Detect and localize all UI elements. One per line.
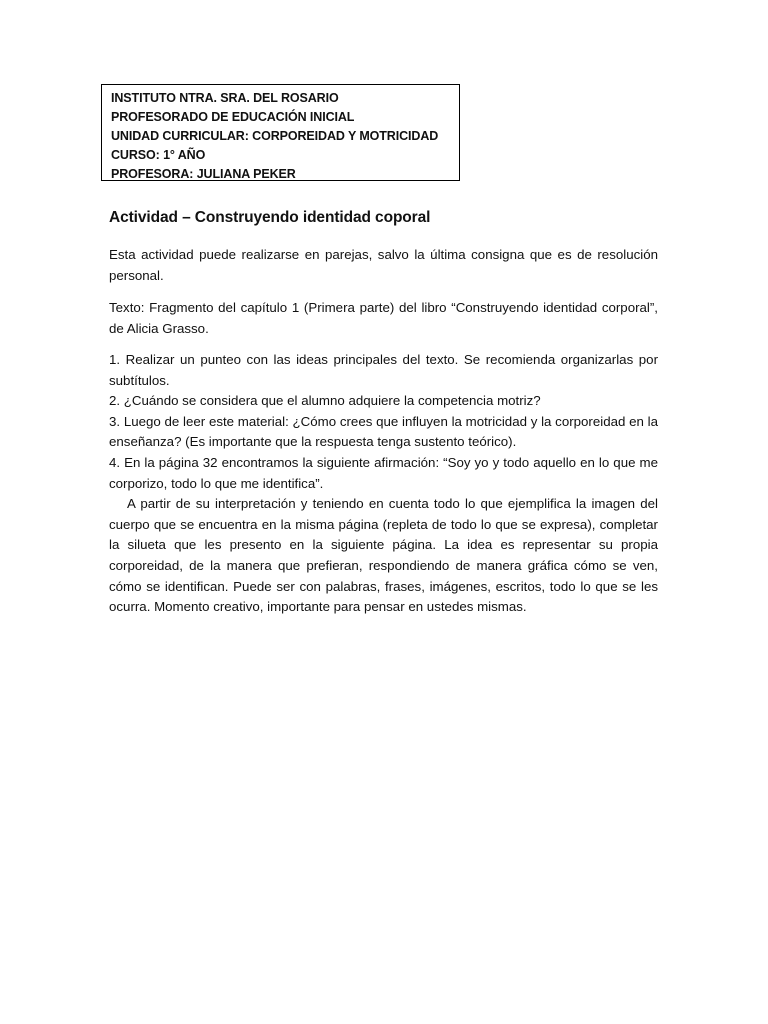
header-teacher: PROFESORA: JULIANA PEKER	[111, 167, 296, 181]
item-4-continuation: A partir de su interpretación y teniendo en cuenta todo lo que ejemplifica la imagen del cuerpo que se encuentra en la misma página (repleta de todo lo que se expresa), completar la silueta que les presento en la siguiente página. La idea es representar su propia corporeidad, de la manera que prefieran, respondiendo de manera gráfica cómo se ven, cómo se identifican. Puede ser con palabras, frases, imágenes, escritos, todo lo que se les ocurra. Momento creativo, importante para pensar en ustedes mismas.	[109, 496, 658, 615]
list-item: 1. Realizar un punteo con las ideas principales del texto. Se recomienda organizarlas por subtítulos.	[109, 352, 658, 388]
list-item: 4. En la página 32 encontramos la siguiente afirmación: “Soy yo y todo aquello en lo que me corporizo, todo lo que me identifica”.	[109, 454, 658, 491]
header-curricular-unit: UNIDAD CURRICULAR: CORPOREIDAD Y MOTRICIDAD	[111, 129, 439, 143]
list-item: 2. ¿Cuándo se considera que el alumno adquiere la competencia motriz?	[109, 393, 541, 409]
header-institution: INSTITUTO NTRA. SRA. DEL ROSARIO	[111, 91, 339, 105]
intro-paragraph: Esta actividad puede realizarse en parejas, salvo la última consigna que es de resolución personal.	[109, 247, 658, 283]
list-item: 3. Luego de leer este material: ¿Cómo crees que influyen la motricidad y la corporeidad en la enseñanza? (Es importante que la respuesta tenga sustento teórico).	[109, 413, 658, 450]
activity-title: Actividad – Construyendo identidad coporal	[109, 209, 431, 226]
source-text-paragraph: Texto: Fragmento del capítulo 1 (Primera parte) del libro “Construyendo identidad corporal”, de Alicia Grasso.	[109, 300, 658, 336]
instructions-list	[109, 350, 658, 618]
header-course: CURSO: 1° AÑO	[111, 148, 206, 162]
institution-header-box	[101, 84, 460, 181]
header-program: PROFESORADO DE EDUCACIÓN INICIAL	[111, 110, 355, 124]
